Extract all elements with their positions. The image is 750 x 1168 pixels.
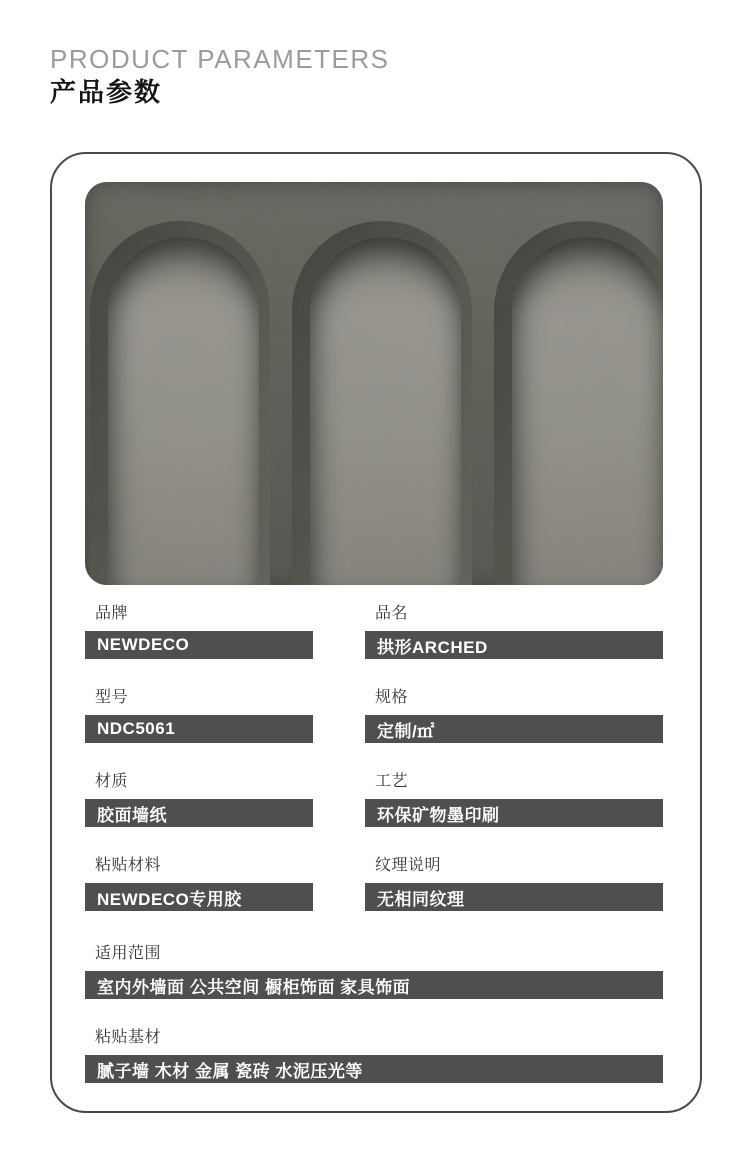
section-title-en: PRODUCT PARAMETERS [50, 44, 390, 74]
param-row-material-craft [85, 771, 667, 827]
param-label: 粘贴基材 [95, 1029, 162, 1046]
param-texture-note [365, 855, 663, 911]
param-applicable-scope [85, 943, 663, 999]
param-row-scope [85, 943, 667, 999]
param-value: NEWDECO [85, 631, 313, 659]
section-title-zh: 产品参数 [50, 77, 163, 107]
param-product-name [365, 603, 663, 659]
param-material [85, 771, 313, 827]
param-value: 室内外墙面 公共空间 橱柜饰面 家具饰面 [85, 971, 663, 999]
param-value: 无相同纹理 [365, 883, 663, 911]
arch-niche-1 [90, 221, 270, 585]
param-label: 型号 [95, 689, 129, 706]
param-row-substrate [85, 1027, 667, 1083]
param-value: 胶面墙纸 [85, 799, 313, 827]
param-value: 拱形ARCHED [365, 631, 663, 659]
param-label: 品牌 [95, 605, 129, 622]
param-value: 定制/㎡ [365, 715, 663, 743]
param-row-model-spec [85, 687, 667, 743]
page-header [50, 45, 750, 107]
param-brand [85, 603, 313, 659]
param-label: 粘贴材料 [95, 857, 162, 874]
param-value: NDC5061 [85, 715, 313, 743]
param-row-adhesive-texture [85, 855, 667, 911]
param-substrate [85, 1027, 663, 1083]
param-craft [365, 771, 663, 827]
param-adhesive [85, 855, 313, 911]
param-label: 纹理说明 [375, 857, 442, 874]
param-spec [365, 687, 663, 743]
parameters-list [85, 603, 667, 1083]
param-label: 工艺 [375, 773, 409, 790]
param-label: 材质 [95, 773, 129, 790]
arch-niche-2-panel [310, 237, 461, 585]
product-parameters-card [50, 152, 702, 1113]
param-label: 适用范围 [95, 945, 162, 962]
arch-niche-2 [292, 221, 472, 585]
arch-niche-1-panel [108, 237, 259, 585]
param-row-brand-name [85, 603, 667, 659]
param-value: 环保矿物墨印刷 [365, 799, 663, 827]
arch-niche-3-panel [512, 237, 663, 585]
param-label: 规格 [375, 689, 409, 706]
param-label: 品名 [375, 605, 409, 622]
product-photo-arched-wall [85, 182, 663, 585]
param-model [85, 687, 313, 743]
arch-niche-3 [494, 221, 663, 585]
param-value: 腻子墙 木材 金属 瓷砖 水泥压光等 [85, 1055, 663, 1083]
param-value: NEWDECO专用胶 [85, 883, 313, 911]
